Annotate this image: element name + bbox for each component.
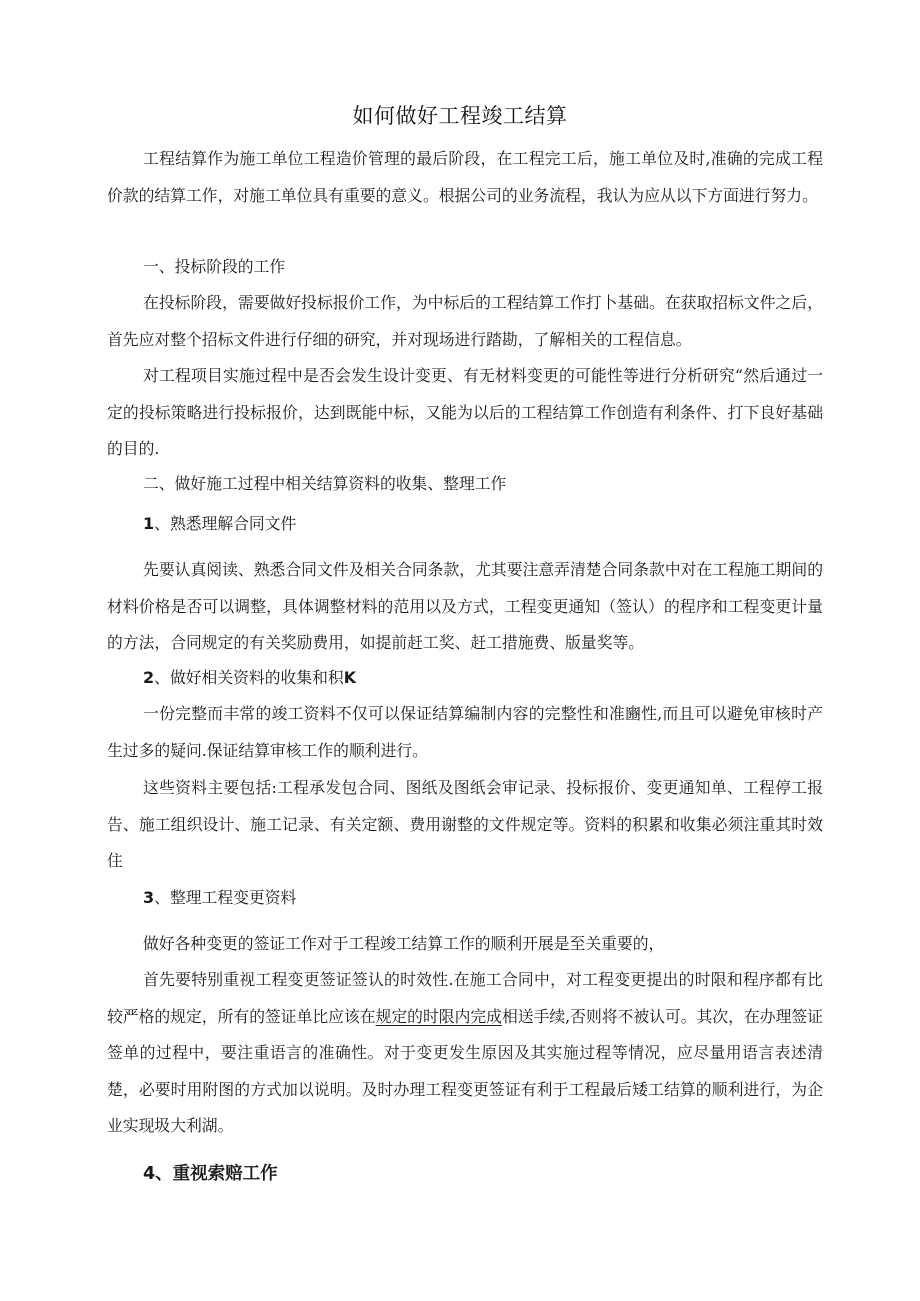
item-3-paragraph-2-start: 首先要特别重视工程变更签证签认的时效性.在施工合同中，对工程变更提出的时限和程序都有比较严格的规定，所有的签证单比应该在 <box>107 970 823 1026</box>
item-2-paragraph-1: 一份完整而丰常的竣工资料不仅可以保证结算编制内容的完整性和准豳性,而且可以避免审核时产生过多的疑问.保证结算审核工作的顺利进行。 <box>107 704 823 760</box>
item-2-number: 2 <box>143 668 155 687</box>
item-2-label-tail: K <box>343 668 356 687</box>
intro-paragraph: 工程结算作为施工单位工程造价管理的最后阶段，在工程完工后，施工单位及时,准确的完成工程价款的结算工作，对施工单位具有重要的意义。根据公司的业务流程，我认为应从以下方面进行努力。 <box>107 149 823 205</box>
item-2-paragraph-2: 这些资料主要包括:工程承发包合同、图纸及图纸会审记录、投标报价、变更通知单、工程停工报告、施工组织设计、施工记录、有关定额、费用谢整的文件规定等。资料的积累和收集必须注重其时效住 <box>107 778 823 870</box>
item-2-heading <box>143 660 356 696</box>
item-1-label: 、熟悉理解合同文件 <box>154 514 297 533</box>
document-title: 如何做好工程竣工结算 <box>352 104 568 128</box>
section-2-heading: 二、做好施工过程中相关结算资料的收集、整理工作 <box>143 474 507 493</box>
section-1-heading: 一、投标阶段的工作 <box>143 257 286 276</box>
item-3-paragraph-2 <box>107 962 823 1145</box>
item-3-number: 3 <box>143 888 155 907</box>
item-3-paragraph-1: 做好各种变更的签证工作对于工程竣工结算工作的顺利开展是至关重要的， <box>143 934 665 953</box>
item-4-heading: 4、重视索赔工作 <box>143 1164 278 1184</box>
item-1-heading <box>143 506 296 542</box>
item-1-number: 1 <box>143 514 155 533</box>
item-3-paragraph-2-end: 相送手续,否则将不被认可。其次，在办理签证签单的过程中，要注重语言的准确性。对于变更发生原因及其实施过程等情况，应尽量用语言表述清楚，必要时用附图的方式加以说明。及时办理工程变更签证有利于工程最后矮工结算的顺利进行，为企业实现圾大利湖。 <box>107 1006 823 1135</box>
section-1-paragraph-1: 在投标阶段，需要做好投标报价工作，为中标后的工程结算工作打卜基础。在获取招标文件之后，首先应对整个招标文件进行仔细的研究，并对现场进行踏勘，了解相关的工程信息。 <box>107 293 823 349</box>
item-3-heading <box>143 880 296 916</box>
item-2-label: 、做好相关资料的收集和积 <box>154 668 344 687</box>
item-1-paragraph: 先要认真阅读、熟悉合同文件及相关合同条款，尤其要注意弄清楚合同条款中对在工程施工期间的材料价格是否可以调整，具体调整材料的范用以及方式，工程变更通知（签认）的程序和工程变更计量的方法，合同规定的有关奖励费用，如提前赶工奖、赶工措施费、版量奖等。 <box>107 560 823 652</box>
item-3-underlined-phrase: 规定的时限内完成 <box>375 1006 502 1026</box>
item-3-label: 、整理工程变更资料 <box>154 888 297 907</box>
section-1-paragraph-2: 对工程项目实施过程中是否会发生设计变更、有无材料变更的可能性等进行分析研究“然后通过一定的投标策略进行投标报价，达到既能中标，又能为以后的工程结算工作创造有利条件、打下良好基础的目的. <box>107 366 823 458</box>
